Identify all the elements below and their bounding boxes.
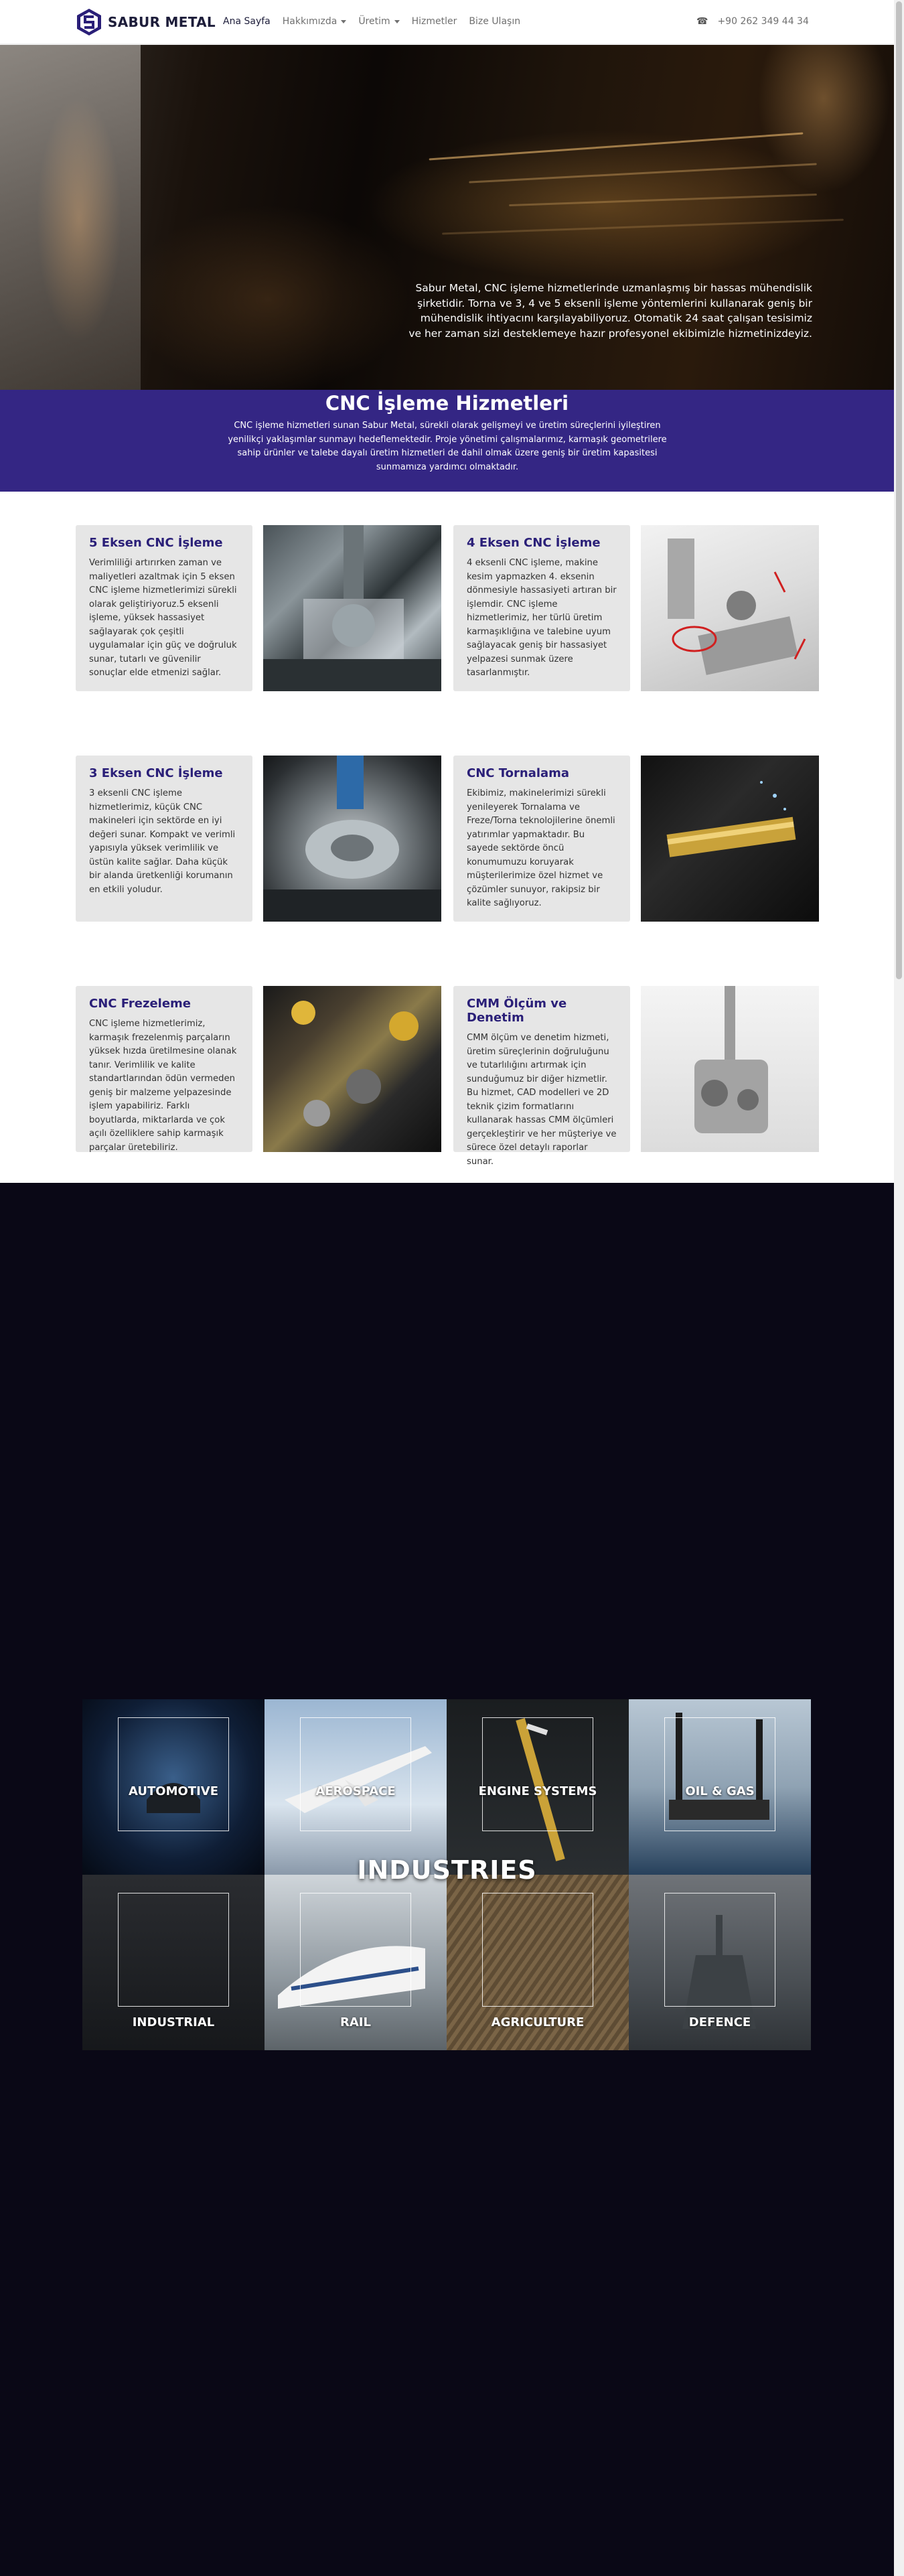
phone-icon: ☎ — [696, 16, 708, 27]
four-axis-machine-photo — [641, 525, 819, 691]
service-card — [453, 986, 630, 1167]
phone-contact[interactable] — [696, 16, 809, 27]
three-axis-machine-photo — [263, 756, 441, 922]
service-title: 4 Eksen CNC İşleme — [467, 536, 601, 550]
nav-link-about[interactable] — [283, 16, 347, 27]
service-card — [76, 756, 252, 922]
cnc-services-intro — [0, 390, 894, 492]
service-card — [76, 525, 252, 691]
industry-tile-engine-systems[interactable] — [447, 1699, 629, 1875]
brand[interactable] — [76, 7, 216, 37]
service-card — [453, 525, 630, 691]
industry-tile-automotive[interactable] — [82, 1699, 265, 1875]
service-description: CMM ölçüm ve denetim hizmeti, üretim süreçlerinin doğruluğunu ve tutarlılığını artırmak için sunduğumuz bir diğer hizmetlir. Bu hizmet, CAD modelleri ve 2D teknik çizim formatlarını kullanarak hassas CMM ölçümleri gerçekleştirir ve her müşteriye ve sürece özel detaylı raporlar sunar. — [467, 1033, 617, 1167]
nav-link-label: Ana Sayfa — [223, 16, 271, 27]
industries-title: INDUSTRIES — [357, 1855, 537, 1885]
hero-background-image — [0, 45, 141, 390]
industry-tile-oil-gas[interactable] — [629, 1699, 811, 1875]
hero-banner — [0, 45, 894, 390]
service-title: 3 Eksen CNC İşleme — [89, 766, 223, 780]
service-card — [76, 986, 252, 1152]
nav-link-production[interactable] — [358, 16, 399, 27]
nav-link-label: Bize Ulaşın — [469, 16, 521, 27]
sabur-metal-logo — [76, 7, 102, 37]
industry-label: ENGINE SYSTEMS — [478, 1784, 597, 1798]
cnc-turning-photo — [641, 756, 819, 922]
service-description: Verimliliği artırırken zaman ve maliyetleri azaltmak için 5 eksen CNC işleme hizmetlerimizi sürekli olarak geliştiriyoruz.5 eksenli işleme, yüksek hassasiyet sağlayarak çok çeşitli uygulamalar için güç ve doğruluk sunar, tutarlı ve güvenilir sonuçlar elde etmenizi sağlar. — [89, 558, 237, 678]
top-navbar — [0, 0, 894, 44]
five-axis-machine-photo — [263, 525, 441, 691]
phone-number: +90 262 349 44 34 — [717, 16, 809, 27]
service-description: Ekibimiz, makinelerimizi sürekli yenileyerek Tornalama ve Freze/Torna teknolojilerine önemli yatırımlar yapmaktadır. Bu sayede sektörde öncü konumumuzu koruyarak müşterilerimize özel hizmet ve çözümler sunuyor, rakipsiz bir kalite sağlıyoruz. — [467, 788, 615, 908]
nav-link-services[interactable] — [412, 16, 457, 27]
industry-tile-agriculture[interactable] — [447, 1875, 629, 2050]
nav-link-home[interactable] — [223, 16, 271, 27]
industry-label: RAIL — [340, 2015, 371, 2029]
cnc-milling-photo — [263, 986, 441, 1152]
industry-tile-defence[interactable] — [629, 1875, 811, 2050]
service-title: CMM Ölçüm ve Denetim — [467, 997, 567, 1025]
industry-tile-rail[interactable] — [265, 1875, 447, 2050]
service-title: CNC Frezeleme — [89, 997, 192, 1011]
scrollbar-thumb[interactable] — [896, 1, 902, 979]
industry-tile-aerospace[interactable] — [265, 1699, 447, 1875]
service-title: CNC Tornalama — [467, 766, 570, 780]
service-description: 4 eksenli CNC işleme, makine kesim yapmazken 4. eksenin dönmesiyle hassasiyeti artıran bir işlemdir. CNC işleme hizmetlerimiz, her türlü üretim karmaşıklığına ve talebine uyum sağlayacak geniş bir hassasiyet yelpazesi sunmak üzere tasarlanmıştır. — [467, 558, 617, 678]
industry-label: AUTOMOTIVE — [129, 1784, 218, 1798]
industry-tile-industrial[interactable] — [82, 1875, 265, 2050]
service-description: 3 eksenli CNC işleme hizmetlerimiz, küçük CNC makineleri için sektörde en iyi değeri sunar. Kompakt ve verimli yapısıyla yüksek verimlilik ve üstün kalite sağlar. Daha küçük bir alanda üretkenliği korumanın en etkili yoludur. — [89, 788, 236, 895]
nav-link-contact[interactable] — [469, 16, 520, 27]
industry-label: AGRICULTURE — [491, 2015, 585, 2029]
nav-link-label: Hizmetler — [411, 16, 457, 27]
nav-link-label: Üretim — [358, 16, 390, 27]
industry-label: OIL & GAS — [685, 1784, 755, 1798]
section-title: CNC İşleme Hizmetleri — [325, 392, 569, 415]
main-nav — [223, 16, 532, 27]
caret-down-icon — [341, 20, 346, 23]
section-description: CNC işleme hizmetleri sunan Sabur Metal, sürekli olarak gelişmeyi ve üretim süreçlerini iyileştiren yenilikçi yaklaşımlar sunmayı hedeflemektedir. Proje yönetimi çalışmalarımız, karmaşık geometrilere sahip ürünler ve talebe dayalı üretim hizmetleri de dahil olmak üzere geniş bir üretim kapasitesi sunmamıza yardımcı olmaktadır. — [228, 421, 667, 472]
hero-description: Sabur Metal, CNC işleme hizmetlerinde uzmanlaşmış bir hassas mühendislik şirketidir. Torna ve 3, 4 ve 5 eksenli işleme yöntemlerini kullanarak geniş bir mühendislik ihtiyacını karşılayabiliyoruz. Otomatik 24 saat çalışan tesisimiz ve her zaman sizi desteklemeye hazır profesyonel ekibimizle hizmetinizdeyiz. — [408, 282, 812, 340]
caret-down-icon — [394, 20, 400, 23]
service-title: 5 Eksen CNC İşleme — [89, 536, 223, 550]
industry-label: DEFENCE — [688, 2015, 751, 2029]
service-card — [453, 756, 630, 922]
nav-link-label: Hakkımızda — [282, 16, 337, 27]
brand-name: SABUR METAL — [108, 14, 216, 30]
industry-label: INDUSTRIAL — [132, 2015, 215, 2029]
service-description: CNC işleme hizmetlerimiz, karmaşık frezelenmiş parçaların yüksek hızda üretilmesine olanak tanır. Verimlilik ve kalite standartlarından ödün vermeden geniş bir malzeme yelpazesinde işlem yapabiliriz. Farklı boyutlarda, miktarlarda ve çok açılı özelliklere sahip karmaşık parçalar üretebiliriz. — [89, 1019, 237, 1153]
industry-label: AEROSPACE — [315, 1784, 396, 1798]
cmm-measurement-photo — [641, 986, 819, 1152]
